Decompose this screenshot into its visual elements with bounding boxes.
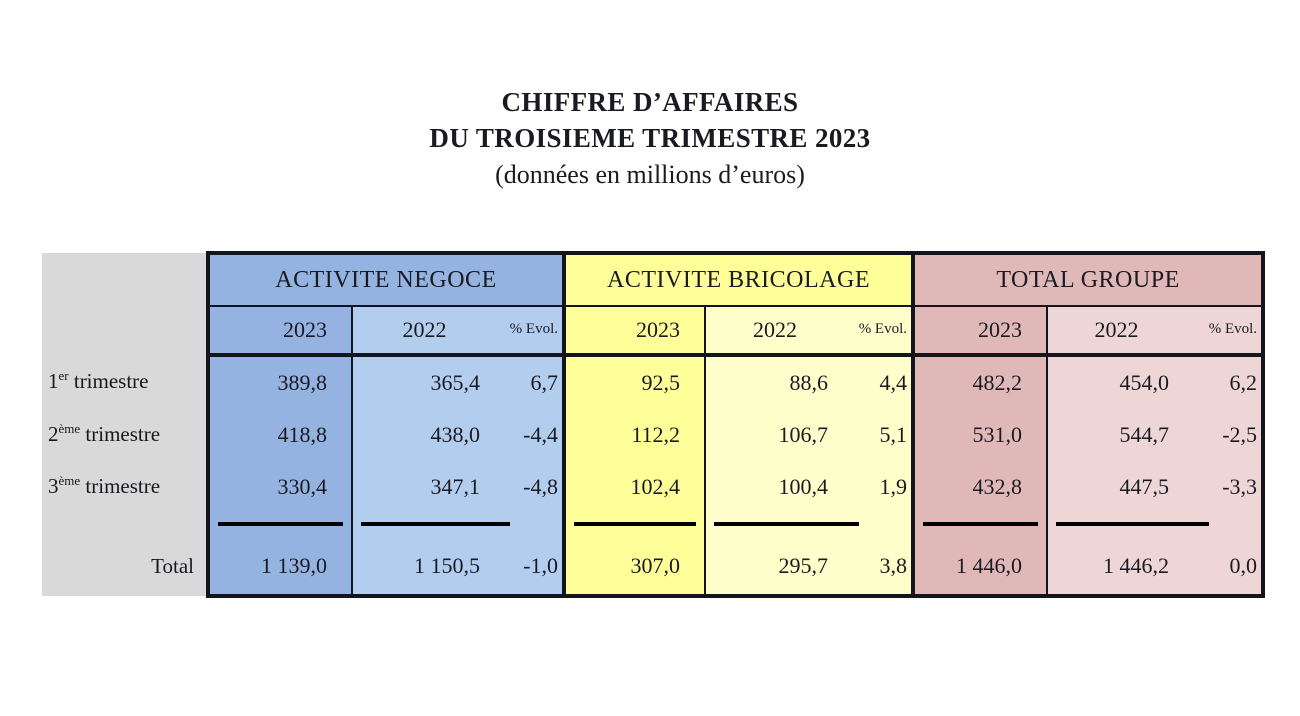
page-title-line-1: CHIFFRE D’AFFAIRES: [501, 87, 799, 117]
cell-total-evol-q2: -2,5: [1185, 409, 1263, 461]
cell-negoce-2022-total: 1 150,5: [352, 538, 496, 596]
cell-negoce-2023-q1: 389,8: [208, 355, 352, 409]
revenue-table: [42, 251, 1265, 598]
cell-total-2023-q1: 482,2: [913, 355, 1047, 409]
subtotal-rule-negoce-2023: [208, 513, 352, 538]
stub-corner-cell: [42, 253, 208, 306]
row-label-q2-ordinal: ème: [58, 421, 81, 437]
table-row: [42, 355, 1263, 409]
cell-bricolage-evol-total: 3,8: [844, 538, 913, 596]
cell-bricolage-2023-q1: 92,5: [564, 355, 705, 409]
subheader-bricolage-evolution: % Evol.: [844, 306, 913, 355]
cell-total-2022-q1: 454,0: [1047, 355, 1185, 409]
subtotal-rule-total-2023: [913, 513, 1047, 538]
subheader-bricolage-2022: 2022: [705, 306, 844, 355]
row-label-q1: [42, 355, 208, 409]
cell-bricolage-2022-total: 295,7: [705, 538, 844, 596]
row-label-q1-ordinal: er: [58, 368, 69, 384]
cell-bricolage-2022-q2: 106,7: [705, 409, 844, 461]
cell-bricolage-2022-q3: 100,4: [705, 461, 844, 513]
page-title-line-2: DU TROISIEME TRIMESTRE 2023: [429, 123, 871, 153]
subheader-total-2023: 2023: [913, 306, 1047, 355]
subtotal-rule-bricolage-2022: [705, 513, 913, 538]
subtotal-rule-bricolage-2023: [564, 513, 705, 538]
page-title-block: [0, 84, 1300, 194]
subheader-bricolage-2023: 2023: [564, 306, 705, 355]
cell-bricolage-2023-q3: 102,4: [564, 461, 705, 513]
cell-total-2023-q2: 531,0: [913, 409, 1047, 461]
subheader-total-2022: 2022: [1047, 306, 1185, 355]
table-total-row: [42, 538, 1263, 596]
cell-negoce-2023-q3: 330,4: [208, 461, 352, 513]
cell-bricolage-evol-q3: 1,9: [844, 461, 913, 513]
revenue-table-container: [42, 251, 1263, 598]
stub-rule-cell: [42, 513, 208, 538]
cell-negoce-2022-q2: 438,0: [352, 409, 496, 461]
row-label-q3-text: trimestre: [80, 474, 161, 499]
group-header-total: TOTAL GROUPE: [913, 253, 1263, 306]
cell-negoce-evol-q2: -4,4: [496, 409, 564, 461]
cell-total-2023-q3: 432,8: [913, 461, 1047, 513]
cell-total-2022-q2: 544,7: [1047, 409, 1185, 461]
cell-negoce-2023-q2: 418,8: [208, 409, 352, 461]
subheader-negoce-evolution: % Evol.: [496, 306, 564, 355]
cell-total-evol-total: 0,0: [1185, 538, 1263, 596]
cell-total-2023-total: 1 446,0: [913, 538, 1047, 596]
cell-total-evol-q3: -3,3: [1185, 461, 1263, 513]
row-label-q3-number: 3: [48, 474, 59, 499]
row-label-q2-text: trimestre: [80, 422, 161, 447]
subheader-negoce-2023: 2023: [208, 306, 352, 355]
cell-negoce-2022-q3: 347,1: [352, 461, 496, 513]
subheader-negoce-2022: 2022: [352, 306, 496, 355]
cell-bricolage-2023-q2: 112,2: [564, 409, 705, 461]
cell-total-2022-total: 1 446,2: [1047, 538, 1185, 596]
cell-negoce-2022-q1: 365,4: [352, 355, 496, 409]
row-label-q2: [42, 409, 208, 461]
row-label-q2-number: 2: [48, 422, 59, 447]
cell-negoce-evol-q3: -4,8: [496, 461, 564, 513]
cell-negoce-evol-total: -1,0: [496, 538, 564, 596]
row-label-q3-ordinal: ème: [58, 473, 81, 489]
group-header-bricolage: ACTIVITE BRICOLAGE: [564, 253, 913, 306]
cell-total-2022-q3: 447,5: [1047, 461, 1185, 513]
cell-bricolage-evol-q2: 5,1: [844, 409, 913, 461]
table-subheader-row: [42, 306, 1263, 355]
page-subtitle: (données en millions d’euros): [495, 160, 805, 189]
table-row: [42, 409, 1263, 461]
table-subtotal-rule-row: [42, 513, 1263, 538]
row-label-total: Total: [42, 538, 208, 596]
row-label-q1-number: 1: [48, 369, 59, 394]
cell-bricolage-evol-q1: 4,4: [844, 355, 913, 409]
subtotal-rule-negoce-2022: [352, 513, 564, 538]
stub-subheader-cell: [42, 306, 208, 355]
cell-negoce-2023-total: 1 139,0: [208, 538, 352, 596]
cell-total-evol-q1: 6,2: [1185, 355, 1263, 409]
subtotal-rule-total-2022: [1047, 513, 1263, 538]
cell-bricolage-2022-q1: 88,6: [705, 355, 844, 409]
group-header-negoce: ACTIVITE NEGOCE: [208, 253, 564, 306]
table-group-header-row: [42, 253, 1263, 306]
cell-bricolage-2023-total: 307,0: [564, 538, 705, 596]
subheader-total-evolution: % Evol.: [1185, 306, 1263, 355]
cell-negoce-evol-q1: 6,7: [496, 355, 564, 409]
row-label-q3: [42, 461, 208, 513]
row-label-q1-text: trimestre: [68, 369, 149, 394]
table-row: [42, 461, 1263, 513]
